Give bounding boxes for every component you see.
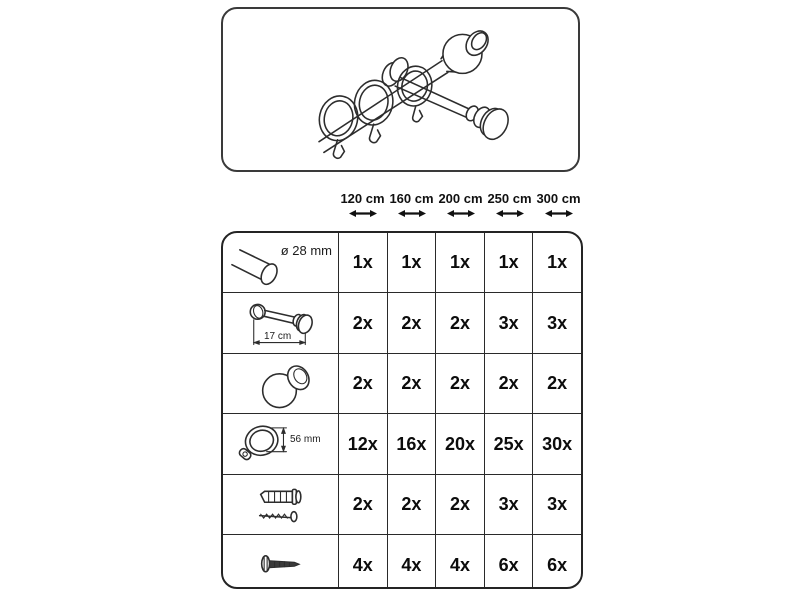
parts-table bbox=[221, 231, 583, 589]
qty-cell: 3x bbox=[484, 475, 533, 534]
qty-cell: 2x bbox=[435, 354, 484, 413]
size-label: 250 cm bbox=[487, 191, 532, 206]
part-icon-cell bbox=[223, 414, 338, 473]
qty-cell: 20x bbox=[435, 414, 484, 473]
qty-cell: 6x bbox=[484, 535, 533, 589]
qty-cell: 2x bbox=[387, 354, 436, 413]
finial-icon bbox=[223, 354, 338, 413]
size-label: 120 cm bbox=[340, 191, 385, 206]
rod-diameter-label: ø 28 mm bbox=[280, 243, 332, 258]
qty-cell: 2x bbox=[532, 354, 581, 413]
qty-cell: 2x bbox=[338, 293, 387, 352]
qty-cell: 2x bbox=[338, 475, 387, 534]
size-header bbox=[338, 192, 583, 224]
length-arrow-icon bbox=[349, 209, 377, 218]
size-column-200 bbox=[436, 192, 485, 224]
qty-cell: 2x bbox=[435, 293, 484, 352]
qty-cell: 1x bbox=[532, 233, 581, 292]
mounting-screw-icon bbox=[223, 535, 338, 589]
qty-cell: 1x bbox=[435, 233, 484, 292]
table-row-curtain-ring bbox=[223, 413, 581, 473]
part-icon-cell bbox=[223, 535, 338, 589]
qty-cell: 4x bbox=[435, 535, 484, 589]
qty-cell: 3x bbox=[532, 293, 581, 352]
ring-diameter-label: 56 mm bbox=[290, 434, 321, 446]
qty-cell: 2x bbox=[338, 354, 387, 413]
size-column-120 bbox=[338, 192, 387, 224]
curtain-rod-icon bbox=[223, 233, 338, 292]
part-icon-cell bbox=[223, 354, 338, 413]
qty-cell: 2x bbox=[387, 475, 436, 534]
size-column-300 bbox=[534, 192, 583, 224]
qty-cell: 2x bbox=[387, 293, 436, 352]
qty-cell: 3x bbox=[532, 475, 581, 534]
curtain-ring-icon bbox=[223, 414, 338, 473]
size-column-250 bbox=[485, 192, 534, 224]
qty-cell: 6x bbox=[532, 535, 581, 589]
table-row-curtain-rod bbox=[223, 233, 581, 292]
length-arrow-icon bbox=[447, 209, 475, 218]
table-row-wall-plug-screw bbox=[223, 474, 581, 534]
size-column-160 bbox=[387, 192, 436, 224]
qty-cell: 4x bbox=[338, 535, 387, 589]
part-icon-cell bbox=[223, 475, 338, 534]
size-label: 160 cm bbox=[389, 191, 434, 206]
product-illustration-box bbox=[221, 7, 580, 172]
qty-cell: 16x bbox=[387, 414, 436, 473]
curtain-rod-assembly-illustration bbox=[223, 9, 578, 170]
qty-cell: 12x bbox=[338, 414, 387, 473]
table-row-wall-bracket bbox=[223, 292, 581, 352]
qty-cell: 2x bbox=[435, 475, 484, 534]
length-arrow-icon bbox=[398, 209, 426, 218]
qty-cell: 3x bbox=[484, 293, 533, 352]
table-row-mounting-screw bbox=[223, 534, 581, 589]
qty-cell: 2x bbox=[484, 354, 533, 413]
part-icon-cell bbox=[223, 293, 338, 352]
qty-cell: 1x bbox=[387, 233, 436, 292]
qty-cell: 1x bbox=[338, 233, 387, 292]
bracket-length-label: 17 cm bbox=[264, 331, 292, 343]
qty-cell: 1x bbox=[484, 233, 533, 292]
table-row-finial bbox=[223, 353, 581, 413]
qty-cell: 25x bbox=[484, 414, 533, 473]
wall-bracket-icon bbox=[223, 293, 338, 352]
length-arrow-icon bbox=[496, 209, 524, 218]
size-label: 300 cm bbox=[536, 191, 581, 206]
part-icon-cell bbox=[223, 233, 338, 292]
wall-plug-and-screw-icon bbox=[223, 475, 338, 534]
qty-cell: 4x bbox=[387, 535, 436, 589]
qty-cell: 30x bbox=[532, 414, 581, 473]
size-label: 200 cm bbox=[438, 191, 483, 206]
length-arrow-icon bbox=[545, 209, 573, 218]
